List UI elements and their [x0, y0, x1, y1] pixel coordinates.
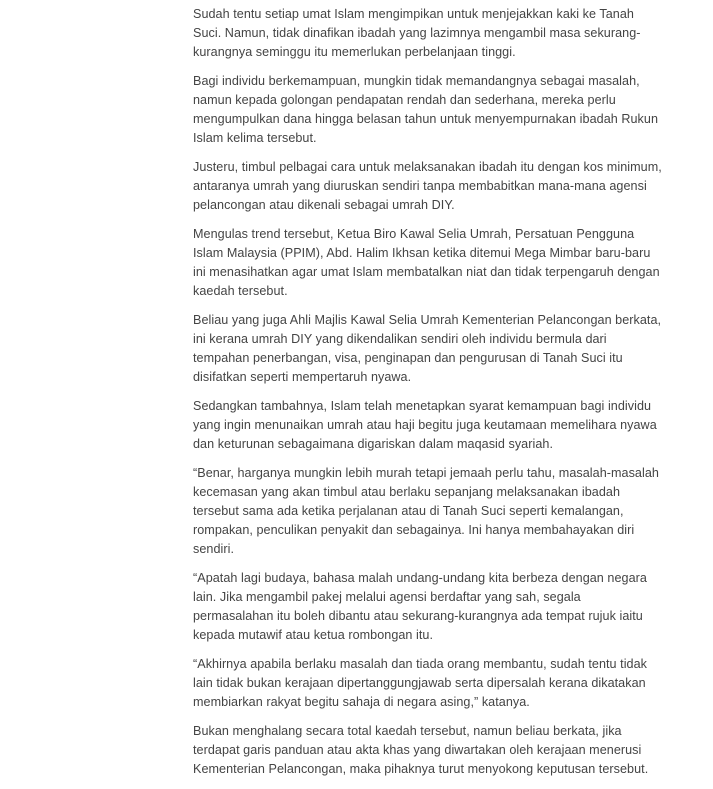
- paragraph-3: Justeru, timbul pelbagai cara untuk melaksanakan ibadah itu dengan kos minimum, antaranya umrah yang diuruskan sendiri tanpa membabitkan mana-mana agensi pelancongan atau dikenali sebagai umrah DIY.: [193, 160, 662, 212]
- paragraph-4: Mengulas trend tersebut, Ketua Biro Kawal Selia Umrah, Persatuan Pengguna Islam Malaysia (PPIM), Abd. Halim Ikhsan ketika ditemui Mega Mimbar baru-baru ini menasihatkan agar umat Islam membatalkan niat dan tidak terpengaruh dengan kaedah tersebut.: [193, 227, 660, 298]
- article-body: [193, 0, 663, 789]
- paragraph-2: Bagi individu berkemampuan, mungkin tidak memandangnya sebagai masalah, namun kepada golongan pendapatan rendah dan sederhana, mereka perlu mengumpulkan dana hingga belasan tahun untuk menyempurnakan ibadah Rukun Islam kelima tersebut.: [193, 74, 658, 145]
- paragraph-10: Bukan menghalang secara total kaedah tersebut, namun beliau berkata, jika terdapat garis panduan atau akta khas yang diwartakan oleh kerajaan menerusi Kementerian Pelancongan, maka pihaknya turut menyokong keputusan tersebut.: [193, 724, 649, 776]
- paragraph-7: “Benar, harganya mungkin lebih murah tetapi jemaah perlu tahu, masalah-masalah kecemasan yang akan timbul atau berlaku sepanjang melaksanakan ibadah tersebut sama ada ketika perjalanan atau di Tanah Suci seperti kemalangan, rompakan, penculikan penyakit dan sebagainya. Ini hanya membahayakan diri sendiri.: [193, 466, 659, 556]
- paragraph-8: “Apatah lagi budaya, bahasa malah undang-undang kita berbeza dengan negara lain. Jika mengambil pakej melalui agensi berdaftar yang sah, segala permasalahan itu boleh dibantu atau sekurang-kurangnya ada tempat rujuk iaitu kepada mutawif atau ketua rombongan itu.: [193, 571, 647, 642]
- paragraph-9: “Akhirnya apabila berlaku masalah dan tiada orang membantu, sudah tentu tidak lain tidak bukan kerajaan dipertanggungjawab serta dipersalah kerana dikatakan membiarkan rakyat begitu sahaja di negara asing,” katanya.: [193, 657, 648, 709]
- paragraph-5: Beliau yang juga Ahli Majlis Kawal Selia Umrah Kementerian Pelancongan berkata, ini kerana umrah DIY yang dikendalikan sendiri oleh individu bermula dari tempahan penerbangan, visa, penginapan dan pengurusan di Tanah Suci itu disifatkan seperti mempertaruh nyawa.: [193, 313, 662, 384]
- paragraph-6: Sedangkan tambahnya, Islam telah menetapkan syarat kemampuan bagi individu yang ingin menunaikan umrah atau haji begitu juga keutamaan memelihara nyawa dan keturunan sebagaimana digariskan dalam maqasid syariah.: [193, 399, 657, 451]
- paragraph-1: Sudah tentu setiap umat Islam mengimpikan untuk menjejakkan kaki ke Tanah Suci. Namun, tidak dinafikan ibadah yang lazimnya mengambil masa sekurang-kurangnya seminggu itu memerlukan perbelanjaan tinggi.: [193, 7, 641, 59]
